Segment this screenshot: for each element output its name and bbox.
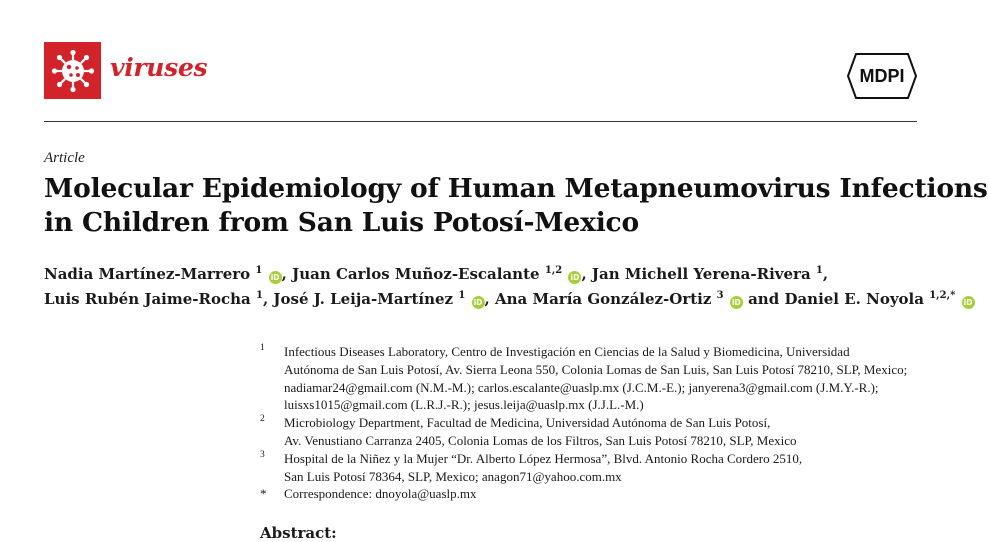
orcid-icon[interactable]: iD <box>472 296 485 309</box>
journal-logo[interactable] <box>44 42 101 99</box>
correspondence-item <box>260 485 940 503</box>
affiliation-number: 1 <box>260 343 265 353</box>
affiliation-number: 3 <box>260 449 265 460</box>
author-name[interactable]: Daniel E. Noyola <box>784 290 924 308</box>
author-line: Nadia Martínez-Marrero $^1$ iD , Juan Carlos Muñoz-Escalante $^{1,2}$ iD , Jan Michell Yerena-Rivera $^1$, <box>44 265 829 283</box>
author-name[interactable]: Ana María González-Ortiz <box>494 290 712 308</box>
affiliation-text: Autónoma de San Luis Potosí, Av. Sierra Leona 550, Colonia Lomas de San Luis, San Luis Potosí 78210, SLP, Mexico; <box>284 361 908 377</box>
abstract-heading: Abstract: <box>260 524 337 542</box>
author-affiliation-ref: 1 <box>255 265 263 276</box>
correspondence-marker: * <box>260 486 267 502</box>
author-affiliation-ref: 1,2 <box>544 265 563 276</box>
affiliation-text: Infectious Diseases Laboratory, Centro de Investigación en Ciencias de la Salud y Biomedicina, Universidad <box>284 344 850 359</box>
affiliation-number: 2 <box>260 414 265 425</box>
author-name[interactable]: Jan Michell Yerena-Rivera <box>591 265 811 283</box>
author-name[interactable]: José J. Leija-Martínez <box>273 290 454 308</box>
orcid-icon[interactable]: iD <box>962 296 975 309</box>
affiliation-item <box>260 450 940 486</box>
affiliation-item <box>260 343 940 414</box>
affiliation-text: Hospital de la Niñez y la Mujer “Dr. Alberto López Hermosa”, Blvd. Antonio Rocha Cordero 2510, <box>284 450 803 466</box>
correspondence-email[interactable]: Correspondence: dnoyola@uaslp.mx <box>284 486 477 502</box>
affiliation-text: Av. Venustiano Carranza 2405, Colonia Lomas de los Filtros, San Luis Potosí 78210, SLP, Mexico <box>284 432 797 448</box>
mdpi-logo[interactable] <box>846 52 918 100</box>
author-affiliation-ref: 3 <box>716 290 724 301</box>
orcid-icon[interactable]: iD <box>730 296 743 309</box>
paper-title <box>44 172 988 240</box>
virus-icon <box>51 49 95 93</box>
author-affiliation-ref: 1 <box>458 290 466 301</box>
journal-header <box>0 0 960 122</box>
header-rule <box>44 121 917 122</box>
publisher-name: MDPI <box>859 66 905 86</box>
article-type: Article <box>44 150 85 166</box>
affiliation-text[interactable]: luisxs1015@gmail.com (L.R.J.-R.); jesus.leija@uaslp.mx (J.J.L.-M.) <box>284 397 644 413</box>
title-line: Molecular Epidemiology of Human Metapneumovirus Infections <box>44 173 988 204</box>
author-name[interactable]: Nadia Martínez-Marrero <box>44 265 251 283</box>
author-name[interactable]: Juan Carlos Muñoz-Escalante <box>292 265 540 283</box>
author-list <box>44 262 973 312</box>
author-affiliation-ref: 1 <box>815 265 823 276</box>
affiliation-text: Microbiology Department, Facultad de Medicina, Universidad Autónoma de San Luis Potosí, <box>284 415 771 431</box>
author-affiliation-ref: 1 <box>255 290 263 301</box>
author-line: Luis Rubén Jaime-Rocha $^1$, José J. Leija-Martínez $^1$ iD , Ana María González-Ortiz $^3$ iD and Daniel E. Noyola $^{1,2,*}$ iD <box>44 287 944 312</box>
journal-name[interactable]: viruses <box>110 53 208 82</box>
affiliation-item <box>260 414 940 450</box>
author-affiliation-ref: 1,2,* <box>929 290 956 301</box>
affiliation-text[interactable]: nadiamar24@gmail.com (N.M.-M.); carlos.escalante@uaslp.mx (J.C.M.-E.); janyerena3@gmail.com (J.M.Y.-R.); <box>284 379 879 395</box>
orcid-icon[interactable]: iD <box>269 271 282 284</box>
author-connector: and <box>748 290 780 308</box>
title-line: in Children from San Luis Potosí-Mexico <box>44 207 639 238</box>
orcid-icon[interactable]: iD <box>568 271 581 284</box>
affiliation-list <box>260 343 940 503</box>
author-name[interactable]: Luis Rubén Jaime-Rocha <box>44 290 251 308</box>
affiliation-text[interactable]: San Luis Potosí 78364, SLP, Mexico; anagon71@yahoo.com.mx <box>284 468 622 484</box>
